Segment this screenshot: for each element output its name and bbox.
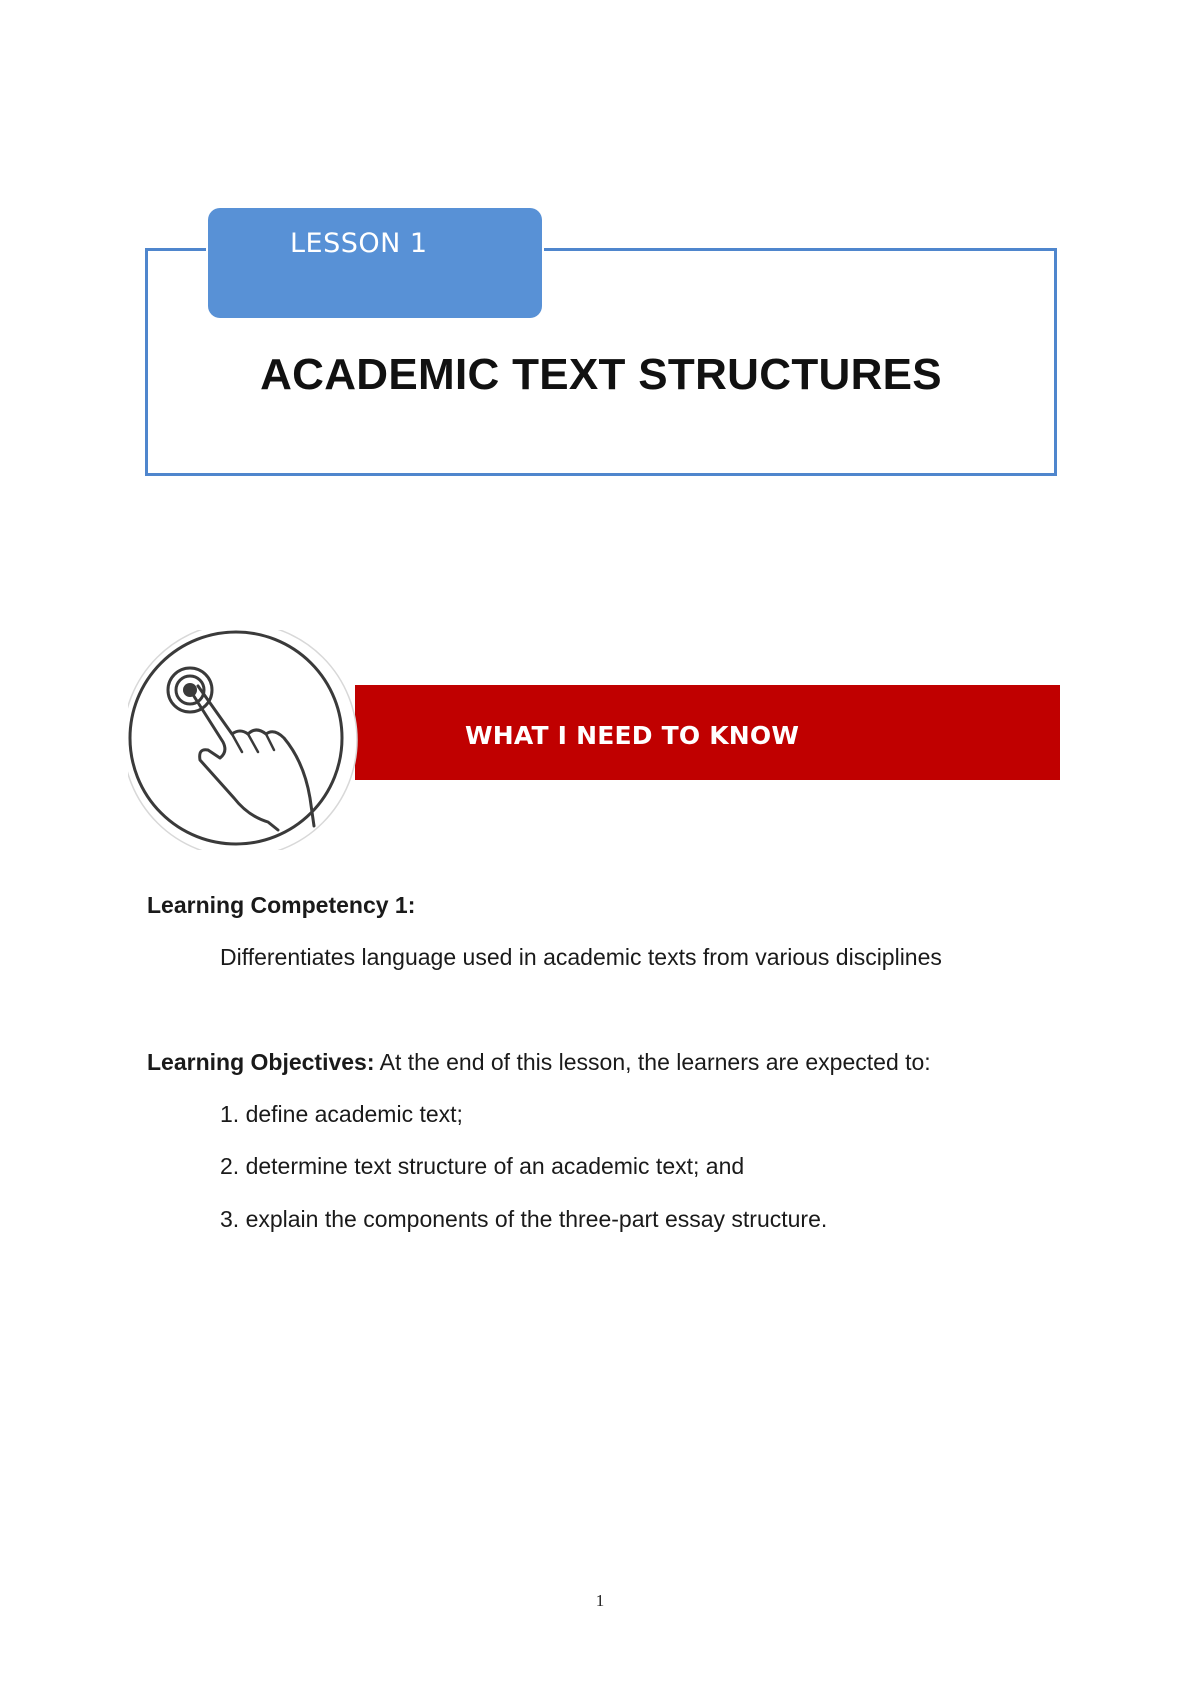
competency-text: Differentiates language used in academic texts from various disciplines xyxy=(220,944,942,970)
section-banner-label: WHAT I NEED TO KNOW xyxy=(465,721,800,750)
lesson-title: ACADEMIC TEXT STRUCTURES xyxy=(260,350,942,399)
section-banner xyxy=(355,685,1060,780)
lesson-tab xyxy=(208,208,542,318)
lesson-tab-label: LESSON 1 xyxy=(290,228,428,259)
objectives-heading: Learning Objectives: xyxy=(147,1049,375,1075)
objectives-line xyxy=(147,1049,931,1076)
objective-item: 3. explain the components of the three-part essay structure. xyxy=(220,1206,828,1232)
objectives-intro: At the end of this lesson, the learners are expected to: xyxy=(374,1049,931,1075)
page-number: 1 xyxy=(595,1591,605,1610)
objective-item: 1. define academic text; xyxy=(220,1101,463,1127)
competency-heading: Learning Competency 1: xyxy=(147,892,416,918)
hand-tap-icon xyxy=(128,630,378,850)
objective-item: 2. determine text structure of an academic text; and xyxy=(220,1153,745,1179)
